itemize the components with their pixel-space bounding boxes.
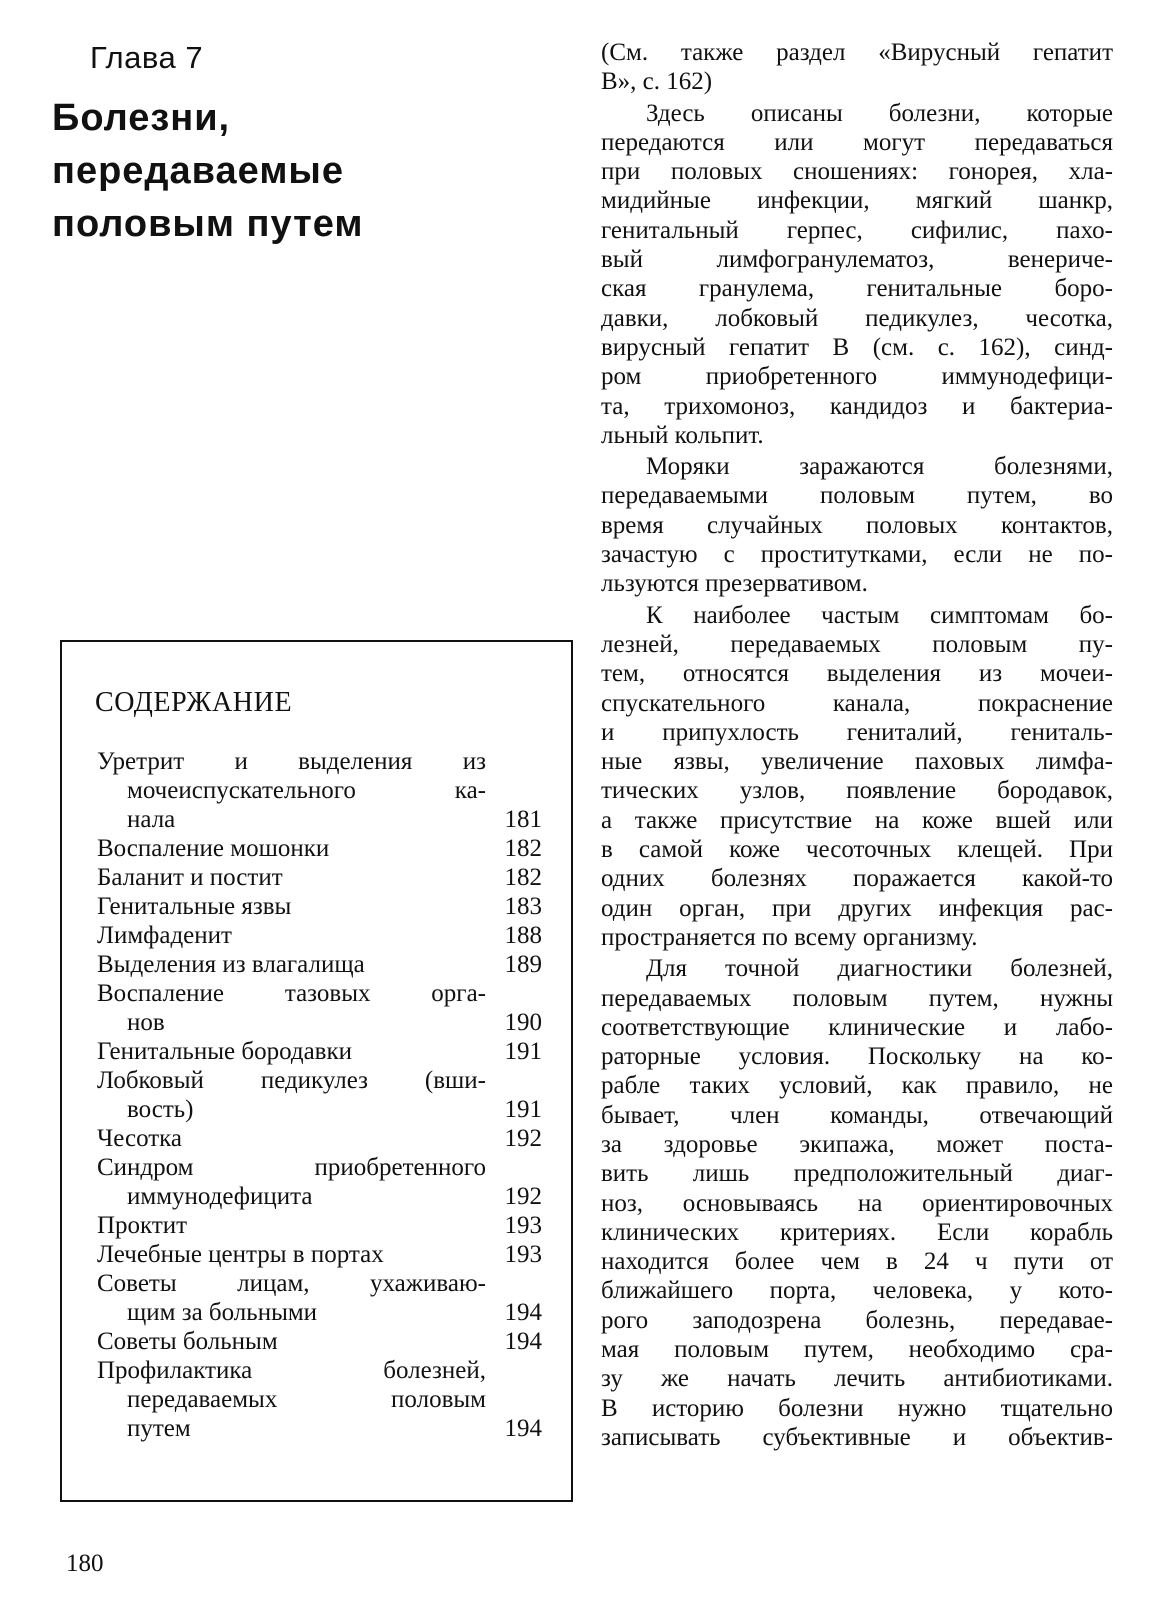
- body-line: Для точной диагностики болезней,: [646, 955, 1113, 983]
- page-number: 180: [66, 1550, 104, 1577]
- body-line: К наиболее частым симптомам бо-: [646, 601, 1113, 629]
- body-line: В», с. 162): [601, 68, 713, 96]
- body-paragraph: [601, 601, 1113, 953]
- toc-entry: [97, 1356, 542, 1443]
- toc-entry-page: 189: [504, 951, 542, 978]
- toc-entry-line: Уретрит и выделения из: [97, 748, 486, 775]
- toc-entry: [97, 1327, 542, 1356]
- toc-entry-line: Советы лицам, ухаживаю-: [97, 1270, 486, 1297]
- toc-entry-title: [97, 1037, 502, 1066]
- toc-entry-title: [97, 1327, 502, 1356]
- toc-entry-line: Баланит и постит: [97, 864, 283, 891]
- toc-entry-title: [97, 747, 502, 834]
- body-line: зачастую с проститутками, если не по-: [601, 541, 1113, 569]
- body-line: мидийные инфекции, мягкий шанкр,: [601, 187, 1113, 215]
- toc-entry-page: 188: [504, 922, 542, 949]
- toc-entry-page: 193: [504, 1212, 542, 1239]
- toc-entry-title: [97, 1240, 502, 1269]
- toc-entry-line: вость): [127, 1096, 194, 1123]
- toc-entry-line: Лечебные центры в портах: [97, 1241, 384, 1268]
- body-line: время случайных половых контактов,: [601, 511, 1113, 539]
- body-paragraph: [601, 452, 1113, 598]
- toc-entry-page: 194: [504, 1299, 542, 1326]
- body-line: ные язвы, увеличение паховых лимфа-: [601, 748, 1113, 776]
- toc-heading: СОДЕРЖАНИЕ: [95, 687, 293, 718]
- toc-entry-line: Профилактика болезней,: [97, 1357, 486, 1384]
- body-line: спускательного канала, покраснение: [601, 689, 1113, 717]
- body-line: ближайшего порта, человека, у кото-: [601, 1277, 1113, 1305]
- toc-entry: [97, 979, 542, 1037]
- toc-entry-line: Проктит: [97, 1212, 188, 1239]
- toc-entry-title: [97, 921, 502, 950]
- toc-entry-line: мочеиспускательного ка-: [127, 777, 486, 804]
- body-line: при половых сношениях: гонорея, хла-: [601, 158, 1113, 186]
- body-line: вый лимфогранулематоз, венериче-: [601, 246, 1113, 274]
- body-line: а также присутствие на коже вшей или: [601, 806, 1113, 834]
- toc-entry: [97, 1240, 542, 1269]
- toc-entry-line: Выделения из влагалища: [97, 951, 365, 978]
- toc-entry-line: щим за больными: [127, 1299, 318, 1326]
- toc-entry: [97, 1066, 542, 1124]
- chapter-title: [52, 92, 522, 251]
- chapter-title-line: Болезни,: [52, 97, 231, 139]
- toc-entry-page: 190: [504, 1009, 542, 1036]
- body-line: (См. также раздел «Вирусный гепатит: [601, 39, 1113, 66]
- body-line: ром приобретенного иммунодефици-: [601, 363, 1113, 391]
- body-line: клинических критериях. Если корабль: [601, 1218, 1113, 1246]
- body-paragraph: [601, 99, 1113, 451]
- body-line: льзуются презервативом.: [601, 570, 868, 598]
- toc-entry-line: Чесотка: [97, 1125, 183, 1152]
- toc-entry-line: Лимфаденит: [97, 922, 232, 949]
- toc-list: [97, 747, 542, 1443]
- toc-entry: [97, 1211, 542, 1240]
- body-line: вить лишь предположительный диаг-: [601, 1160, 1113, 1188]
- body-line: за здоровье экипажа, может поста-: [601, 1130, 1113, 1158]
- body-line: мая половым путем, необходимо сра-: [601, 1336, 1113, 1364]
- body-line: зу же начать лечить антибиотиками.: [601, 1365, 1113, 1393]
- body-line: раторные условия. Поскольку на ко-: [601, 1043, 1113, 1071]
- toc-entry-title: [97, 1356, 502, 1443]
- toc-entry-line: нала: [127, 806, 176, 833]
- toc-entry-line: Генитальные язвы: [97, 893, 292, 920]
- toc-entry-line: Лобковый педикулез (вши-: [97, 1067, 486, 1094]
- toc-entry-line: Воспаление тазовых орга-: [97, 980, 486, 1007]
- body-line: ноз, основываясь на ориентировочных: [601, 1189, 1113, 1217]
- toc-entry-line: иммунодефицита: [127, 1183, 313, 1210]
- toc-entry: [97, 1153, 542, 1211]
- body-line: в самой коже чесоточных клещей. При: [601, 836, 1113, 864]
- toc-entry: [97, 921, 542, 950]
- toc-entry-title: [97, 979, 502, 1037]
- toc-entry-line: Советы больным: [97, 1328, 278, 1355]
- body-line: льный кольпит.: [601, 421, 764, 449]
- toc-entry: [97, 950, 542, 979]
- toc-entry: [97, 863, 542, 892]
- body-line: пространяется по всему организму.: [601, 923, 978, 951]
- body-line: передаваемых половым путем, нужны: [601, 984, 1113, 1012]
- body-line: и припухлость гениталий, гениталь-: [601, 718, 1113, 746]
- body-line: записывать субъективные и объектив-: [601, 1423, 1113, 1451]
- body-line: одних болезнях поражается какой-то: [601, 865, 1113, 893]
- toc-entry: [97, 747, 542, 834]
- body-line: Моряки заражаются болезнями,: [646, 453, 1113, 481]
- toc-entry-title: [97, 1066, 502, 1124]
- toc-entry-line: нов: [127, 1009, 165, 1036]
- toc-entry-page: 194: [504, 1415, 542, 1442]
- toc-entry: [97, 892, 542, 921]
- toc-entry-line: путем: [127, 1415, 191, 1442]
- toc-box: [60, 640, 573, 1502]
- toc-entry-line: передаваемых половым: [127, 1386, 486, 1413]
- toc-entry-page: 182: [504, 864, 542, 891]
- body-line: соответствующие клинические и лабо-: [601, 1013, 1113, 1041]
- toc-entry-line: Генитальные бородавки: [97, 1038, 352, 1065]
- toc-entry: [97, 1037, 542, 1066]
- body-line: передаются или могут передаваться: [601, 128, 1113, 156]
- body-line: та, трихомоноз, кандидоз и бактериа-: [601, 392, 1113, 420]
- toc-entry: [97, 834, 542, 863]
- body-line: один орган, при других инфекция рас-: [601, 894, 1113, 922]
- toc-entry-page: 191: [504, 1096, 542, 1123]
- body-line: ская гранулема, генитальные боро-: [601, 275, 1113, 303]
- body-line: Здесь описаны болезни, которые: [646, 99, 1113, 127]
- body-line: рого заподозрена болезнь, передавае-: [601, 1306, 1113, 1334]
- body-line: генитальный герпес, сифилис, пахо-: [601, 216, 1113, 244]
- toc-entry-page: 182: [504, 835, 542, 862]
- toc-entry-page: 192: [504, 1125, 542, 1152]
- body-paragraph: [601, 38, 1113, 97]
- toc-entry: [97, 1124, 542, 1153]
- toc-entry-title: [97, 863, 502, 892]
- body-line: вирусный гепатит В (см. с. 162), синд-: [601, 333, 1113, 361]
- toc-entry-title: [97, 892, 502, 921]
- toc-entry-line: Синдром приобретенного: [97, 1154, 486, 1181]
- body-line: передаваемыми половым путем, во: [601, 482, 1113, 510]
- toc-entry-title: [97, 1124, 502, 1153]
- toc-entry-page: 183: [504, 893, 542, 920]
- toc-entry-title: [97, 834, 502, 863]
- toc-entry-page: 191: [504, 1038, 542, 1065]
- toc-entry-page: 181: [504, 806, 542, 833]
- body-line: рабле таких условий, как правило, не: [601, 1072, 1113, 1100]
- body-line: тем, относятся выделения из мочеи-: [601, 660, 1113, 688]
- body-line: В историю болезни нужно тщательно: [601, 1394, 1113, 1422]
- chapter-title-line: передаваемые: [52, 150, 345, 192]
- body-paragraph: [601, 954, 1113, 1452]
- body-line: находится более чем в 24 ч пути от: [601, 1248, 1113, 1276]
- toc-entry-page: 192: [504, 1183, 542, 1210]
- toc-entry-title: [97, 1269, 502, 1327]
- body-column: [601, 38, 1113, 1454]
- toc-entry-title: [97, 950, 502, 979]
- body-line: лезней, передаваемых половым пу-: [601, 630, 1113, 658]
- chapter-title-line: половым путем: [52, 203, 364, 245]
- toc-entry: [97, 1269, 542, 1327]
- toc-entry-title: [97, 1153, 502, 1211]
- toc-entry-page: 194: [504, 1328, 542, 1355]
- toc-entry-line: Воспаление мошонки: [97, 835, 330, 862]
- toc-entry-page: 193: [504, 1241, 542, 1268]
- body-line: давки, лобковый педикулез, чесотка,: [601, 304, 1113, 332]
- body-line: тических узлов, появление бородавок,: [601, 777, 1113, 805]
- body-line: бывает, член команды, отвечающий: [601, 1101, 1113, 1129]
- chapter-label: Глава 7: [90, 40, 204, 75]
- toc-entry-title: [97, 1211, 502, 1240]
